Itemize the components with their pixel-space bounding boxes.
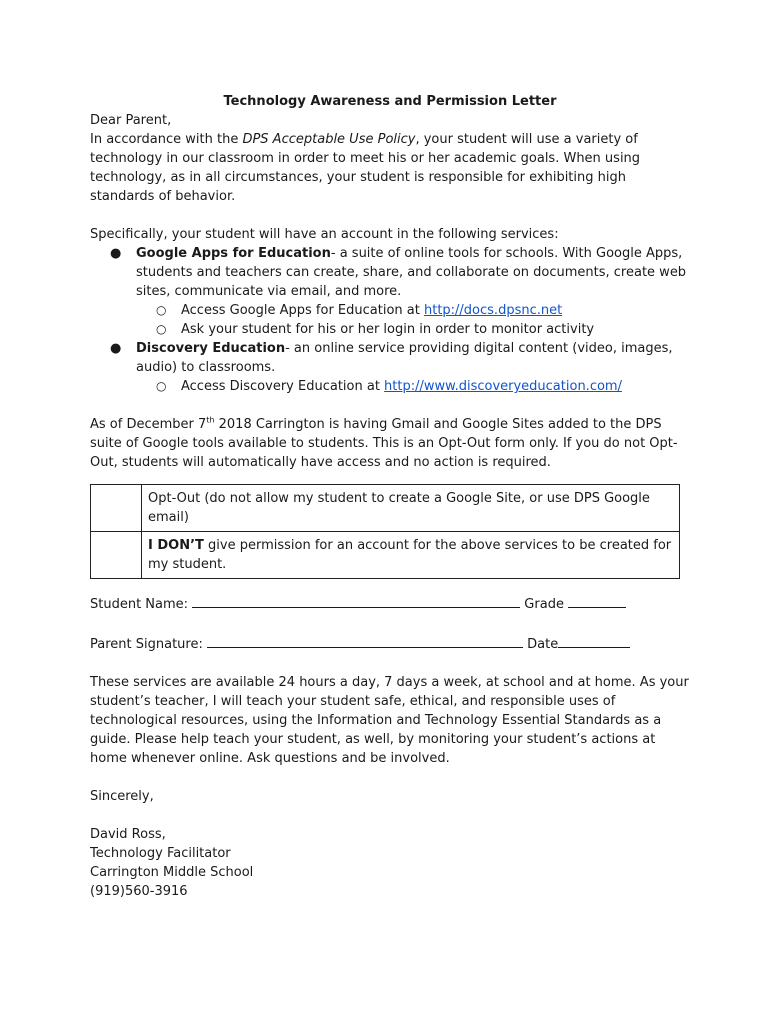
table-row bbox=[91, 485, 680, 532]
intro-paragraph: In accordance with the DPS Acceptable Use Policy, your student will use a variety of technology in our classroom in order to meet his or her academic goals. When using technology, as in all circumstances, your student is responsible for exhibiting high standards of behavior. bbox=[90, 132, 641, 204]
no-permission-checkbox-cell[interactable] bbox=[91, 532, 142, 579]
services-intro: Specifically, your student will have an account in the following services: bbox=[90, 227, 559, 242]
signature-name: David Ross, bbox=[90, 827, 166, 842]
parent-signature-line: Parent Signature: Date bbox=[90, 633, 690, 654]
closing-paragraph: These services are available 24 hours a day, 7 days a week, at school and at home. As your student’s teacher, I will teach your student safe, ethical, and responsible uses of technological resources, using the Information and Technology Essential Standards as a guide. Please help teach your student, as well, by monitoring your student’s actions at home whenever online. Ask questions and be involved. bbox=[90, 675, 689, 766]
google-apps-link[interactable]: http://docs.dpsnc.net bbox=[423, 303, 563, 318]
optout-table bbox=[90, 484, 680, 579]
service-name: Google Apps for Education bbox=[136, 246, 331, 261]
list-item: ○ Access Discovery Education at http://www.discoveryeducation.com/ bbox=[156, 379, 622, 394]
optout-option-text: Opt-Out (do not allow my student to create a Google Site, or use DPS Google email) bbox=[142, 485, 680, 532]
signature-phone: (919)560-3916 bbox=[90, 884, 188, 899]
list-item: ○ Access Google Apps for Education at http://docs.dpsnc.net bbox=[156, 303, 563, 318]
student-name-field[interactable] bbox=[192, 593, 520, 608]
service-sublist bbox=[136, 301, 690, 339]
optout-checkbox-cell[interactable] bbox=[91, 485, 142, 532]
service-sublist bbox=[136, 377, 690, 396]
student-name-line: Student Name: Grade bbox=[90, 593, 690, 614]
bullet-icon: ● bbox=[110, 341, 122, 356]
table-row bbox=[91, 532, 680, 579]
no-permission-text: I DON’T give permission for an account for the above services to be created for my student. bbox=[142, 532, 680, 579]
signoff: Sincerely, bbox=[90, 789, 154, 804]
circle-bullet-icon: ○ bbox=[156, 322, 167, 336]
circle-bullet-icon: ○ bbox=[156, 303, 167, 317]
greeting: Dear Parent, bbox=[90, 113, 172, 128]
service-discovery-education bbox=[90, 339, 690, 396]
parent-signature-field[interactable] bbox=[207, 633, 523, 648]
grade-field[interactable] bbox=[568, 593, 626, 608]
optout-paragraph: As of December 7th 2018 Carrington is having Gmail and Google Sites added to the DPS suite of Google tools available to students. This is an Opt-Out form only. If you do not Opt-Out, students will automatically have access and no action is required. bbox=[90, 415, 678, 470]
letter-page bbox=[90, 92, 690, 901]
circle-bullet-icon: ○ bbox=[156, 379, 167, 393]
service-desc: - an online service providing digital content (video, images, audio) to classrooms. bbox=[136, 341, 673, 375]
service-name: Discovery Education bbox=[136, 341, 286, 356]
date-field[interactable] bbox=[558, 633, 630, 648]
discovery-education-link[interactable]: http://www.discoveryeducation.com/ bbox=[384, 379, 622, 394]
policy-name: DPS Acceptable Use Policy bbox=[242, 132, 416, 147]
list-item: ○ Ask your student for his or her login in order to monitor activity bbox=[156, 322, 595, 337]
service-desc: - a suite of online tools for schools. With Google Apps, students and teachers can create, share, and collaborate on documents, create web sites, communicate via email, and more. bbox=[136, 246, 687, 299]
service-google-apps bbox=[90, 244, 690, 339]
services-list bbox=[90, 244, 690, 396]
signature-role: Technology Facilitator bbox=[90, 846, 231, 861]
letter-title: Technology Awareness and Permission Letter bbox=[223, 94, 557, 109]
bullet-icon: ● bbox=[110, 246, 122, 261]
signature-school: Carrington Middle School bbox=[90, 865, 254, 880]
